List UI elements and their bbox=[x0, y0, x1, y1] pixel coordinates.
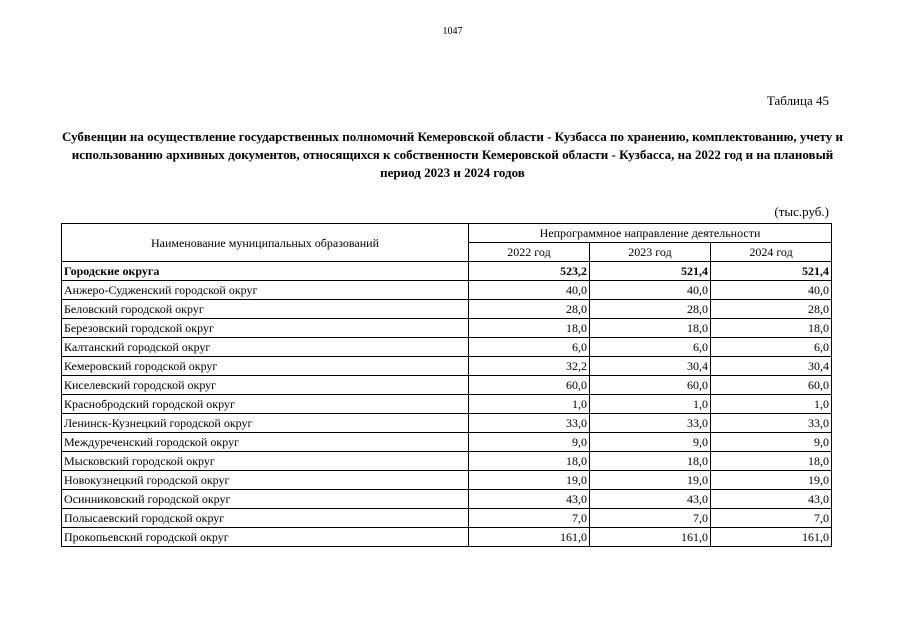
value-2022: 43,0 bbox=[469, 490, 590, 509]
value-2024: 30,4 bbox=[711, 357, 832, 376]
table-body bbox=[62, 262, 832, 547]
value-2023: 30,4 bbox=[590, 357, 711, 376]
group-value-2022: 523,2 bbox=[469, 262, 590, 281]
municipality-name: Киселевский городской округ bbox=[62, 376, 469, 395]
value-2024: 6,0 bbox=[711, 338, 832, 357]
value-2023: 28,0 bbox=[590, 300, 711, 319]
value-2022: 60,0 bbox=[469, 376, 590, 395]
value-2022: 161,0 bbox=[469, 528, 590, 547]
units-label: (тыс.руб.) bbox=[774, 204, 829, 219]
table-row bbox=[62, 490, 832, 509]
value-2024: 28,0 bbox=[711, 300, 832, 319]
value-2022: 19,0 bbox=[469, 471, 590, 490]
value-2024: 18,0 bbox=[711, 452, 832, 471]
value-2022: 9,0 bbox=[469, 433, 590, 452]
header-row bbox=[62, 224, 832, 243]
table-row bbox=[62, 319, 832, 338]
value-2024: 60,0 bbox=[711, 376, 832, 395]
value-2022: 6,0 bbox=[469, 338, 590, 357]
subsidies-table bbox=[61, 223, 832, 547]
table-row bbox=[62, 300, 832, 319]
value-2024: 33,0 bbox=[711, 414, 832, 433]
table-row bbox=[62, 509, 832, 528]
value-2023: 6,0 bbox=[590, 338, 711, 357]
value-2024: 43,0 bbox=[711, 490, 832, 509]
group-row bbox=[62, 262, 832, 281]
table-row bbox=[62, 338, 832, 357]
value-2024: 161,0 bbox=[711, 528, 832, 547]
table-row bbox=[62, 357, 832, 376]
header-year-2024: 2024 год bbox=[711, 243, 832, 262]
value-2023: 1,0 bbox=[590, 395, 711, 414]
table-row bbox=[62, 376, 832, 395]
municipality-name: Осинниковский городской округ bbox=[62, 490, 469, 509]
value-2023: 9,0 bbox=[590, 433, 711, 452]
value-2024: 9,0 bbox=[711, 433, 832, 452]
municipality-name: Полысаевский городской округ bbox=[62, 509, 469, 528]
municipality-name: Калтанский городской округ bbox=[62, 338, 469, 357]
table-row bbox=[62, 414, 832, 433]
group-value-2024: 521,4 bbox=[711, 262, 832, 281]
municipality-name: Ленинск-Кузнецкий городской округ bbox=[62, 414, 469, 433]
municipality-name: Прокопьевский городской округ bbox=[62, 528, 469, 547]
municipality-name: Кемеровский городской округ bbox=[62, 357, 469, 376]
header-year-2023: 2023 год bbox=[590, 243, 711, 262]
value-2022: 1,0 bbox=[469, 395, 590, 414]
value-2023: 18,0 bbox=[590, 319, 711, 338]
header-municipality: Наименование муниципальных образований bbox=[62, 224, 469, 262]
municipality-name: Беловский городской округ bbox=[62, 300, 469, 319]
value-2024: 7,0 bbox=[711, 509, 832, 528]
value-2022: 32,2 bbox=[469, 357, 590, 376]
table-row bbox=[62, 433, 832, 452]
value-2022: 18,0 bbox=[469, 452, 590, 471]
value-2022: 33,0 bbox=[469, 414, 590, 433]
municipality-name: Краснобродский городской округ bbox=[62, 395, 469, 414]
value-2023: 40,0 bbox=[590, 281, 711, 300]
value-2024: 40,0 bbox=[711, 281, 832, 300]
header-year-2022: 2022 год bbox=[469, 243, 590, 262]
table-caption: Таблица 45 bbox=[766, 93, 829, 108]
municipality-name: Березовский городской округ bbox=[62, 319, 469, 338]
document-title: Субвенции на осуществление государственных полномочий Кемеровской области - Кузбасса по хранению, комплектованию, учету и использованию архивных документов, относящихся к собственности Кемеровской области - Кузбасса, на 2022 год и на плановый период 2023 и 2024 годов bbox=[62, 129, 843, 180]
value-2023: 18,0 bbox=[590, 452, 711, 471]
value-2023: 7,0 bbox=[590, 509, 711, 528]
value-2022: 7,0 bbox=[469, 509, 590, 528]
municipality-name: Анжеро-Судженский городской округ bbox=[62, 281, 469, 300]
value-2022: 40,0 bbox=[469, 281, 590, 300]
value-2024: 19,0 bbox=[711, 471, 832, 490]
value-2022: 18,0 bbox=[469, 319, 590, 338]
value-2023: 33,0 bbox=[590, 414, 711, 433]
table-row bbox=[62, 452, 832, 471]
value-2023: 19,0 bbox=[590, 471, 711, 490]
table-row bbox=[62, 471, 832, 490]
header-direction: Непрограммное направление деятельности bbox=[469, 224, 832, 243]
group-name: Городские округа bbox=[62, 262, 469, 281]
table-row bbox=[62, 528, 832, 547]
page-number: 1047 bbox=[442, 26, 463, 37]
table-row bbox=[62, 395, 832, 414]
value-2024: 1,0 bbox=[711, 395, 832, 414]
table-row bbox=[62, 281, 832, 300]
municipality-name: Мысковский городской округ bbox=[62, 452, 469, 471]
municipality-name: Междуреченский городской округ bbox=[62, 433, 469, 452]
value-2024: 18,0 bbox=[711, 319, 832, 338]
value-2023: 161,0 bbox=[590, 528, 711, 547]
value-2023: 60,0 bbox=[590, 376, 711, 395]
value-2023: 43,0 bbox=[590, 490, 711, 509]
municipality-name: Новокузнецкий городской округ bbox=[62, 471, 469, 490]
value-2022: 28,0 bbox=[469, 300, 590, 319]
group-value-2023: 521,4 bbox=[590, 262, 711, 281]
